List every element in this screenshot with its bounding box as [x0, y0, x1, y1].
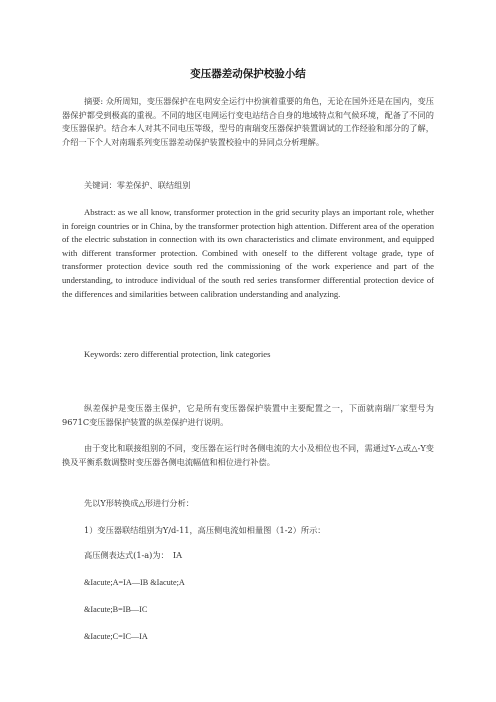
keywords-chinese: 关键词：零差保护、联结组别: [84, 180, 191, 190]
formula-label: 高压侧表达式(1-a)为： IA: [84, 550, 182, 560]
abstract-chinese: 摘要: 众所周知，变压器保护在电网安全运行中扮演着重要的角色，无论在国外还是在国内，变压器保护都受到极高的重视。不同的地区电网运行变电站结合自身的地域特点和气候环境，配备了不同的变压器保护。结合本人对其不同电压等级，型号的南瑞变压器保护装置调试的工作经验和部分的了解，介绍一下个人对南瑞系列变压器差动保护装置校验中的异同点分析理解。: [62, 96, 434, 147]
formula-line-1: &Iacute;A=IA—IB &Iacute;A: [84, 578, 185, 587]
abstract-english: Abstract: as we all know, transformer protection in the grid security plays an important role, whether in foreign countries or in China, by the transformer protection high attention. Different area of the operation of the electric substation in connection with its own characteristics and climate environment, and equipped with different transformer protection. Combined with oneself to the different voltage grade, type of transformer protection device south red the commissioning of the work experience and part of the understanding, to introduce individual of the south red series transformer differential protection device of the differences and similarities between calibration understanding and analyzing.: [62, 207, 434, 299]
paragraph-analysis-intro: 先以Y形转换成△形进行分析：: [84, 498, 194, 508]
paragraph-longitudinal-differential: 纵差保护是变压器主保护，它是所有变压器保护装置中主要配置之一，下面就南瑞厂家型号为9671C变压器保护装置的纵差保护进行说明。: [62, 403, 434, 427]
paragraph-compensation: 由于变比和联接组别的不同，变压器在运行时各侧电流的大小及相位也不同，需通过Y-△或△-Y变换及平衡系数调整时变压器各侧电流幅值和相位进行补偿。: [62, 443, 434, 467]
formula-line-2: &Iacute;B=IB—IC: [84, 605, 148, 614]
keywords-english: Keywords: zero differential protection, link categories: [84, 349, 271, 359]
paragraph-connection-group: 1）变压器联结组别为Y/d-11，高压侧电流如相量图（1-2）所示：: [84, 525, 326, 535]
formula-line-3: &Iacute;C=IC—IA: [84, 632, 148, 641]
document-title: 变压器差动保护校验小结: [190, 68, 306, 80]
